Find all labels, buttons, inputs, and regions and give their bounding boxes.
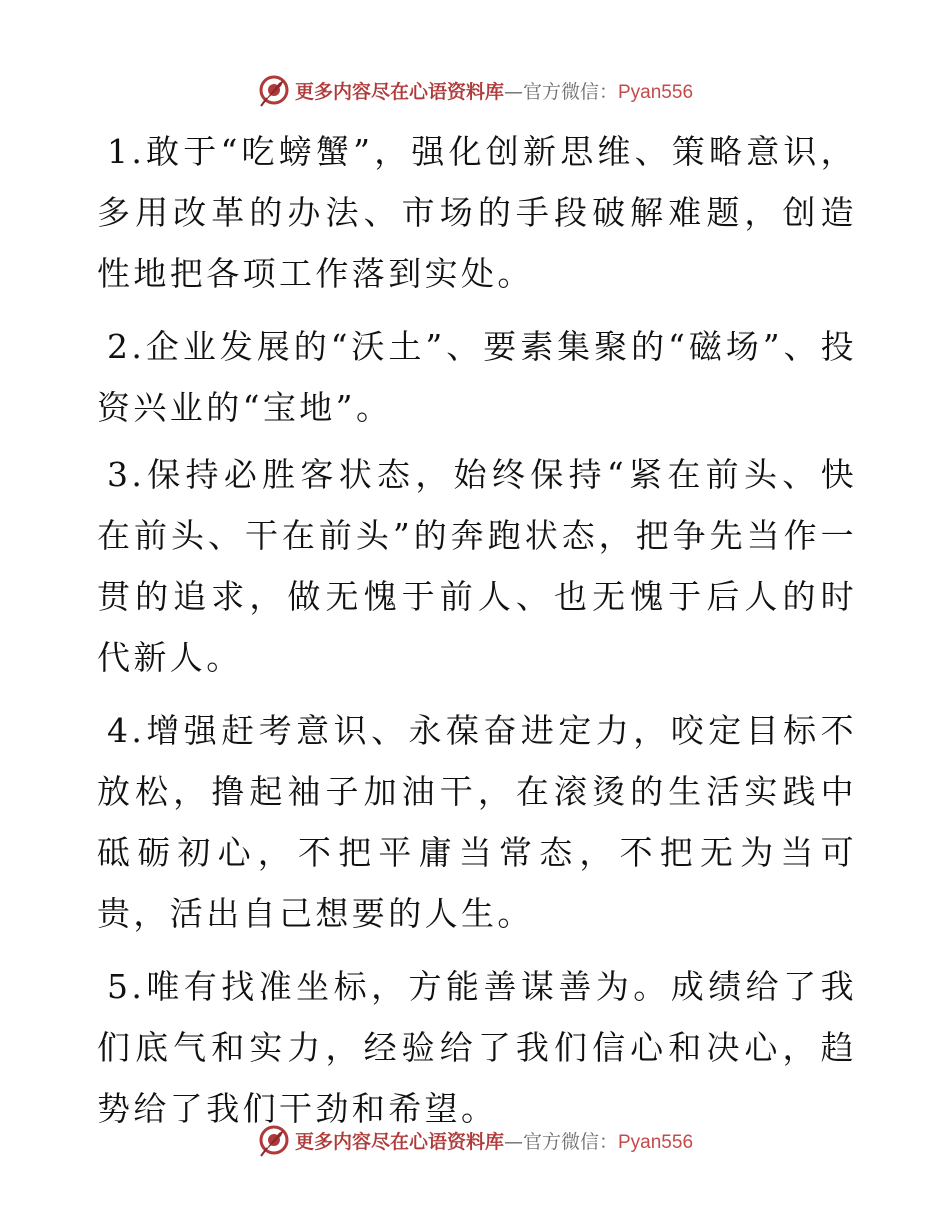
watermark-prefix: 更多内容尽在心语资料库 [294, 80, 504, 103]
document-body [97, 121, 857, 1151]
watermark-text [295, 1127, 693, 1154]
watermark-wechat-id: Pyan556 [618, 81, 694, 103]
pen-nib-logo-icon [257, 73, 291, 107]
paragraph-number: 4. [107, 711, 146, 750]
paragraph-text: 增强赶考意识、永葆奋进定力，咬定目标不放松，撸起袖子加油干，在滚烫的生活实践中砥砺初心，不把平庸当常态，不把无为当可贵，活出自己想要的人生。 [97, 711, 857, 933]
paragraph-1 [97, 121, 857, 304]
paragraph-text: 唯有找准坐标，方能善谋善为。成绩给了我们底气和实力，经验给了我们信心和决心，趋势给了我们干劲和希望。 [97, 967, 857, 1128]
watermark-middle: 官方微信： [522, 1130, 618, 1153]
watermark-header [0, 70, 950, 110]
watermark-prefix: 更多内容尽在心语资料库 [294, 1130, 504, 1153]
paragraph-number: 3. [107, 455, 146, 494]
paragraph-5 [97, 956, 857, 1139]
watermark-wechat-id: Pyan556 [618, 1131, 694, 1153]
watermark-text [295, 77, 693, 104]
paragraph-2 [97, 316, 857, 438]
paragraph-3 [97, 444, 857, 688]
paragraph-number: 2. [107, 327, 146, 366]
paragraph-number: 5. [107, 967, 146, 1006]
watermark-middle: 官方微信： [522, 80, 618, 103]
pen-nib-logo-icon [257, 1123, 291, 1157]
watermark-separator: — [503, 80, 523, 103]
paragraph-4 [97, 700, 857, 944]
watermark-footer [0, 1120, 950, 1160]
paragraph-text: 保持必胜客状态，始终保持“紧在前头、快在前头、干在前头”的奔跑状态，把争先当作一贯的追求，做无愧于前人、也无愧于后人的时代新人。 [97, 455, 857, 677]
paragraph-number: 1. [107, 132, 146, 171]
watermark-separator: — [503, 1130, 523, 1153]
paragraph-text: 敢于“吃螃蟹”，强化创新思维、策略意识，多用改革的办法、市场的手段破解难题，创造性地把各项工作落到实处。 [97, 132, 857, 293]
paragraph-text: 企业发展的“沃土”、要素集聚的“磁场”、投资兴业的“宝地”。 [97, 327, 857, 427]
